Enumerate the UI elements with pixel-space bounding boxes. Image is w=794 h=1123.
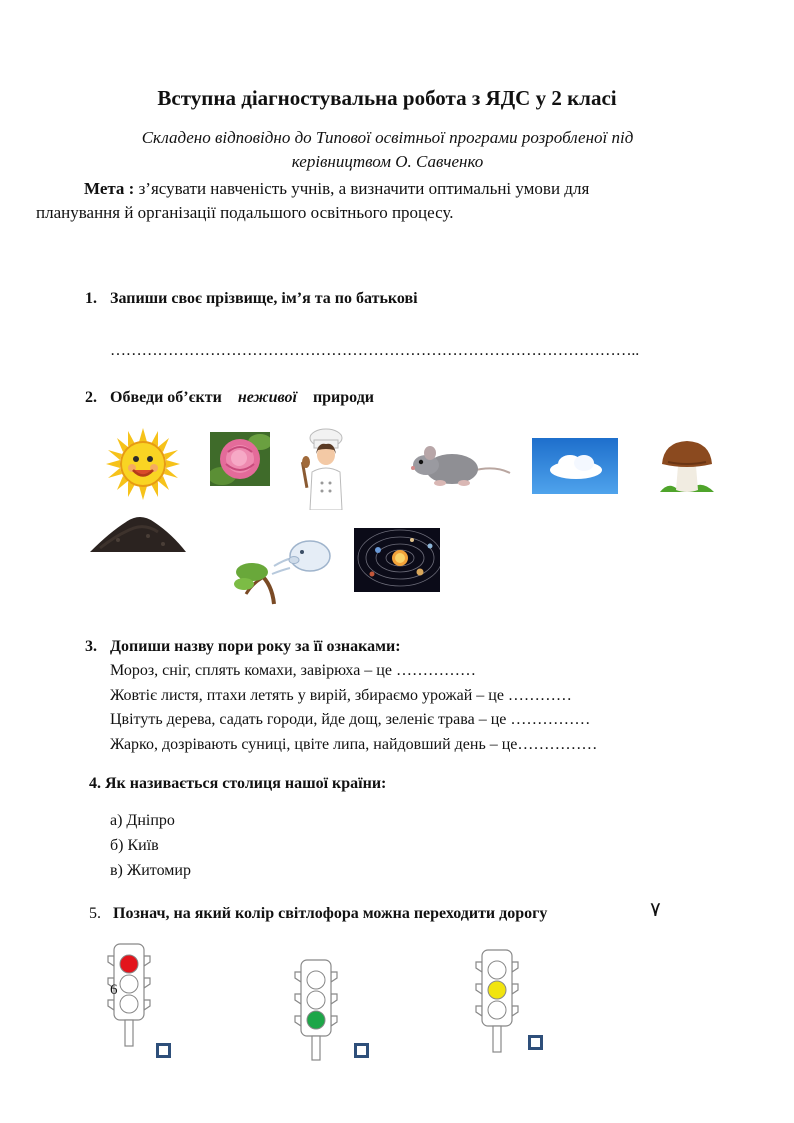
question-1-number: 1. [85, 290, 97, 307]
question-1-text: Запиши своє прізвище, ім’я та по батькові [110, 290, 418, 307]
season-line-2: Жовтіє листя, птахи летять у вирій, збираємо урожай – це ………… [110, 687, 572, 704]
question-3-text: Допиши назву пори року за її ознаками: [110, 638, 401, 655]
goal-line-1 [84, 179, 589, 199]
subtitle-line-1: Складено відповідно до Типової освітньої програми розробленої під [141, 128, 634, 147]
wind-image[interactable] [222, 532, 332, 606]
question-2-emphasis: неживої [237, 389, 297, 406]
question-3 [85, 638, 401, 656]
cloud-image[interactable] [532, 438, 618, 494]
stray-digit: 6 [110, 982, 118, 998]
question-1 [85, 290, 418, 308]
option-c[interactable]: в) Житомир [110, 862, 191, 879]
traffic-light-yellow[interactable] [474, 946, 520, 1054]
question-2-text-after: природи [312, 389, 375, 406]
question-2-text-before: Обведи об’єкти [110, 389, 222, 406]
checkbox-red[interactable] [156, 1043, 171, 1058]
option-b[interactable]: б) Київ [110, 837, 159, 854]
question-5-text: Познач, на який колір світлофора можна переходити дорогу [113, 905, 548, 922]
handwritten-mark: ٧ [650, 899, 661, 921]
question-5 [89, 905, 547, 923]
goal-label: Мета : [84, 179, 135, 198]
question-5-number: 5. [89, 905, 101, 922]
flower-image[interactable] [210, 432, 270, 486]
page-title: Вступна діагностувальна робота з ЯДС у 2 класі [157, 86, 617, 110]
season-line-4: Жарко, дозрівають суниці, цвіте липа, найдовший день – це…………… [110, 736, 598, 753]
subtitle-line-2: керівництвом О. Савченко [291, 152, 484, 171]
question-3-number: 3. [85, 638, 97, 655]
checkbox-green[interactable] [354, 1043, 369, 1058]
soil-image[interactable] [88, 508, 188, 556]
mouse-image[interactable] [410, 435, 514, 491]
season-line-1: Мороз, сніг, сплять комахи, завірюха – це …………… [110, 662, 476, 679]
option-a[interactable]: а) Дніпро [110, 812, 175, 829]
solar-system-image[interactable] [354, 528, 440, 592]
checkbox-yellow[interactable] [528, 1035, 543, 1050]
traffic-light-green[interactable] [293, 956, 339, 1062]
question-2 [85, 389, 374, 407]
answer-line-name[interactable]: ……………………………………………………………………………………….. [110, 342, 640, 359]
season-line-3: Цвітуть дерева, садать городи, йде дощ, зеленіє трава – це …………… [110, 711, 591, 728]
question-2-number: 2. [85, 389, 97, 406]
question-4: 4. Як називається столиця нашої країни: [89, 775, 387, 792]
goal-text: з’ясувати навченість учнів, а визначити оптимальні умови для [134, 179, 590, 198]
goal-line-2: планування й організації подальшого освітнього процесу. [36, 203, 454, 222]
mushroom-image[interactable] [658, 436, 716, 494]
chef-image[interactable] [300, 428, 352, 510]
sun-image[interactable] [106, 428, 180, 500]
